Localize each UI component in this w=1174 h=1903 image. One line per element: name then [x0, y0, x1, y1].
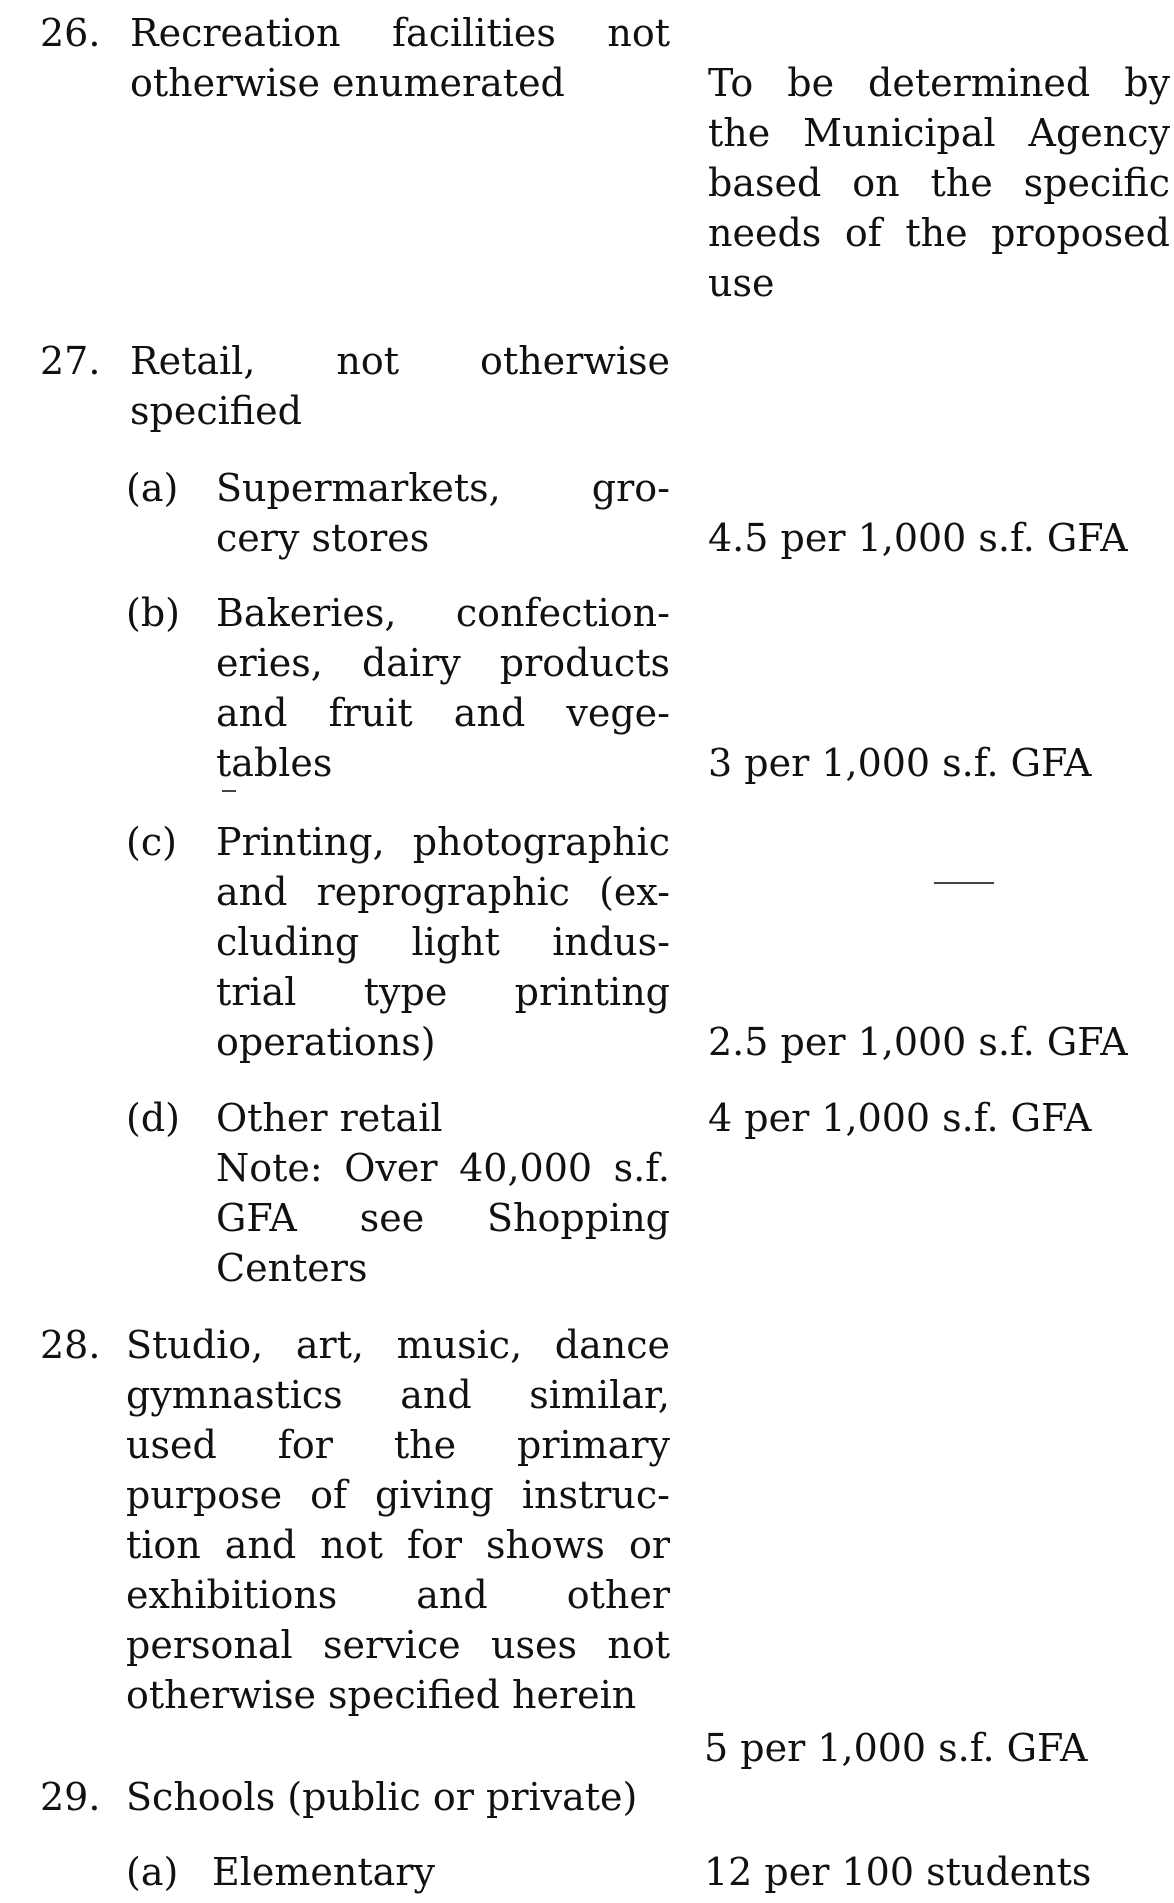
item-description-line: otherwise specified herein — [126, 1673, 637, 1717]
subitem-note-line: GFA see Shopping — [216, 1196, 670, 1240]
item-description-line: Schools (public or private) — [126, 1775, 638, 1819]
requirement-line: the Municipal Agency — [708, 111, 1170, 155]
item-description-line: otherwise enumerated — [130, 61, 565, 105]
subitem-label: (a) — [126, 466, 179, 510]
item-number: 26. — [40, 11, 101, 55]
scan-mark — [222, 790, 236, 792]
subitem-label: (b) — [126, 591, 180, 635]
item-number: 28. — [40, 1323, 101, 1367]
subitem-label: (c) — [126, 820, 177, 864]
requirement-text: 2.5 per 1,000 s.f. GFA — [708, 1020, 1128, 1064]
requirement-text: 4 per 1,000 s.f. GFA — [708, 1096, 1092, 1140]
requirement-text: 3 per 1,000 s.f. GFA — [708, 741, 1092, 785]
item-description-line: Studio, art, music, dance — [126, 1323, 670, 1367]
subitem-description-line: Other retail — [216, 1096, 443, 1140]
item-description-line: used for the primary — [126, 1423, 670, 1467]
subitem-description-line: cery stores — [216, 516, 430, 560]
subitem-description-line: Printing, photographic — [216, 820, 670, 864]
subitem-note-line: Centers — [216, 1246, 368, 1290]
subitem-description-line: eries, dairy products — [216, 641, 670, 685]
subitem-label: (d) — [126, 1096, 180, 1140]
subitem-description-line: tables — [216, 741, 333, 785]
item-number: 29. — [40, 1775, 101, 1819]
item-number: 27. — [40, 339, 101, 383]
requirement-text: 12 per 100 students — [704, 1850, 1092, 1894]
subitem-description-line: Bakeries, confection- — [216, 591, 670, 635]
subitem-description-line: Elementary — [212, 1850, 435, 1894]
requirement-line: based on the specific — [708, 161, 1170, 205]
requirement-line: use — [708, 261, 775, 305]
subitem-description-line: Supermarkets, gro- — [216, 466, 670, 510]
requirement-line: To be determined by — [708, 61, 1170, 105]
item-description-line: personal service uses not — [126, 1623, 670, 1667]
item-description-line: specified — [130, 389, 302, 433]
item-description-line: Recreation facilities not — [130, 11, 670, 55]
item-description-line: exhibitions and other — [126, 1573, 670, 1617]
subitem-description-line: and reprographic (ex- — [216, 870, 670, 914]
requirement-line: needs of the proposed — [708, 211, 1170, 255]
scan-mark — [934, 882, 994, 884]
item-description-line: tion and not for shows or — [126, 1523, 670, 1567]
subitem-note-line: Note: Over 40,000 s.f. — [216, 1146, 670, 1190]
item-description-line: gymnastics and similar, — [126, 1373, 670, 1417]
subitem-description-line: trial type printing — [216, 970, 670, 1014]
subitem-description-line: cluding light indus- — [216, 920, 670, 964]
requirement-text: 4.5 per 1,000 s.f. GFA — [708, 516, 1128, 560]
subitem-label: (a) — [126, 1850, 179, 1894]
item-description-line: purpose of giving instruc- — [126, 1473, 670, 1517]
subitem-description-line: operations) — [216, 1020, 436, 1064]
requirement-text: 5 per 1,000 s.f. GFA — [704, 1726, 1088, 1770]
subitem-description-line: and fruit and vege- — [216, 691, 670, 735]
item-description-line: Retail, not otherwise — [130, 339, 670, 383]
